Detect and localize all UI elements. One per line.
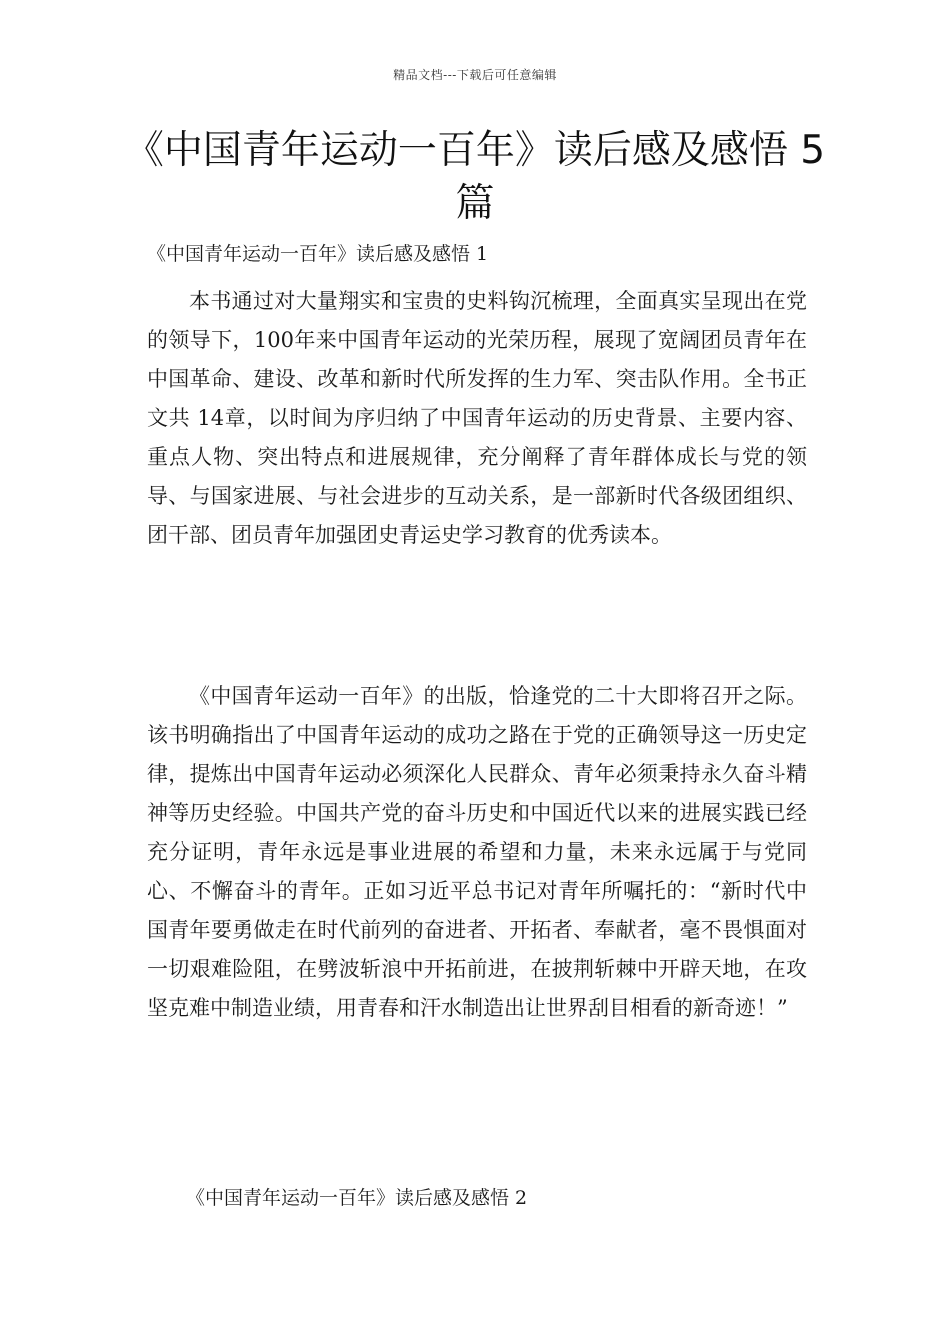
paragraph-1: 本书通过对大量翔实和宝贵的史料钩沉梳理，全面真实呈现出在党的领导下，100年来中国青年运动的光荣历程，展现了宽阔团员青年在中国革命、建设、改革和新时代所发挥的生力军、突击队作用。全书正文共 14章，以时间为序归纳了中国青年运动的历史背景、主要内容、重点人物、突出特点和进展规律，充分阐释了青年群体成长与党的领导、与国家进展、与社会进步的互动关系，是一部新时代各级团组织、团干部、团员青年加强团史青运史学习教育的优秀读本。 <box>147 289 807 547</box>
document-title: 《中国青年运动一百年》读后感及感悟 5篇 <box>124 128 826 226</box>
section-heading-1: 《中国青年运动一百年》读后感及感悟 1 <box>147 243 489 265</box>
section-heading-2: 《中国青年运动一百年》读后感及感悟 2 <box>186 1187 528 1209</box>
paragraph-2: 《中国青年运动一百年》的出版，恰逢党的二十大即将召开之际。该书明确指出了中国青年运动的成功之路在于党的正确领导这一历史定律，提炼出中国青年运动必须深化人民群众、青年必须秉持永久奋斗精神等历史经验。中国共产党的奋斗历史和中国近代以来的进展实践已经充分证明，青年永远是事业进展的希望和力量，未来永远属于与党同心、不懈奋斗的青年。正如习近平总书记对青年所嘱托的：“新时代中国青年要勇做走在时代前列的奋进者、开拓者、奉献者，毫不畏惧面对一切艰难险阻，在劈波斩浪中开拓前进，在披荆斩棘中开辟天地，在攻坚克难中制造业绩，用青春和汗水制造出让世界刮目相看的新奇迹！” <box>147 684 807 1020</box>
header-note: 精品文档---下载后可任意编辑 <box>393 68 557 82</box>
